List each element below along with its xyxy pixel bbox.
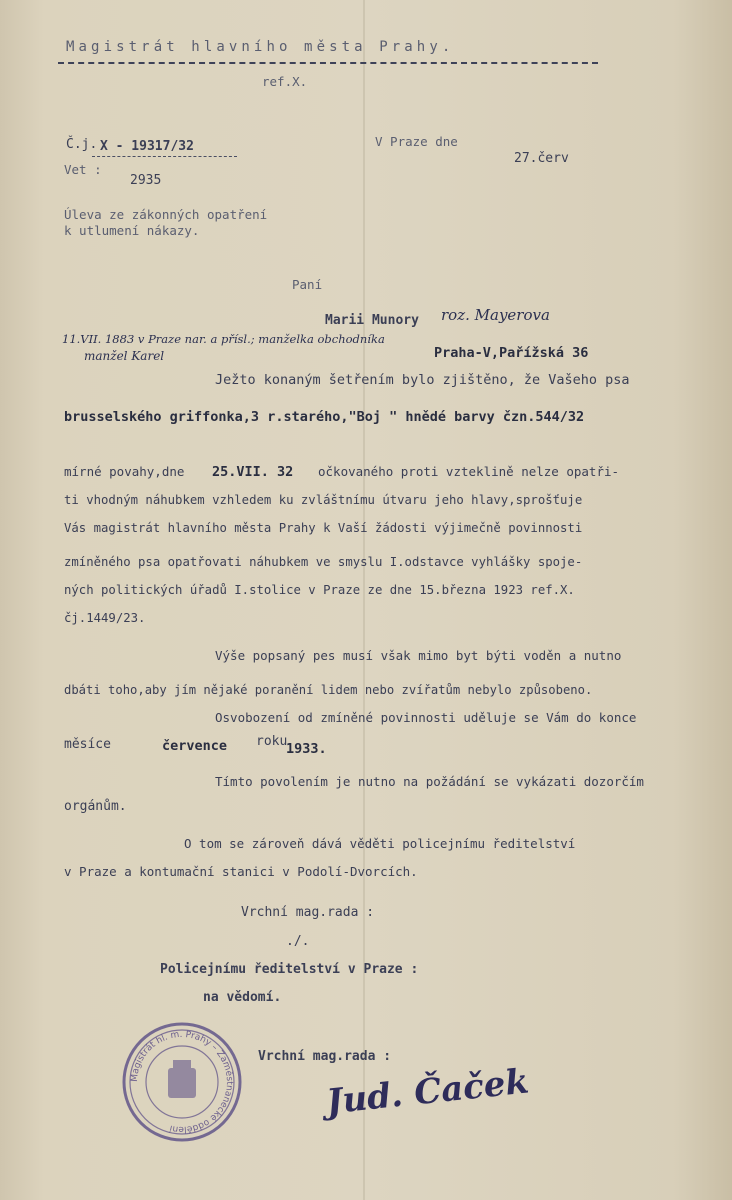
p1-line-4: ti vhodným náhubkem vzhledem ku zvláštnímu útvaru jeho hlavy,sprošťuje [64,493,583,507]
p3-year-value: 1933. [286,741,327,757]
p1-line-3a: mírné povahy,dne [64,464,185,479]
stamp-text: Magistrát hl. m. Prahy – Zaměstnanecké oddělení [129,1029,235,1135]
heading-underline [58,62,598,64]
p3-month-value: července [162,738,228,754]
p2-line-2: dbáti toho,aby jím nějaké poranění lidem nebo zvířatům nebylo způsobeno. [64,683,593,697]
p1-line-5: Vás magistrát hlavního města Prahy k Vaší žádosti výjimečně povinnosti [64,521,583,535]
address-street: Praha-V,Pařížská 36 [434,345,589,361]
place-date-label: V Praze dne [375,134,458,149]
salutation: Paní [292,277,323,292]
cc-note: na vědomí. [203,990,282,1005]
vaccination-date: 25.VII. 32 [212,464,294,480]
vet-label: Vet : [64,162,102,177]
vet-value: 2935 [130,173,162,188]
p1-line-2: brusselského griffonka,3 r.starého,"Boj " hnědé barvy čzn.544/32 [64,409,585,425]
addressee-name: Marii Munory [325,313,419,328]
handwritten-signature: Jud. Čaček [324,1061,531,1123]
p1-line-7: ných politických úřadů I.stolice v Praze ze dne 15.března 1923 ref.X. [64,583,575,597]
p3-month-label: měsíce [64,737,111,752]
office-heading: Magistrát hlavního města Prahy. [66,39,455,55]
fold-line [363,0,365,1200]
p1-line-1: Ježto konaným šetřením bylo zjištěno, že Vašeho psa [215,372,630,388]
sign-mark: ./. [286,934,310,949]
cj-value: X - 19317/32 [100,139,194,154]
signature-label: Vrchní mag.rada : [258,1049,392,1064]
p4-line-1: Tímto povolením je nutno na požádání se vykázati dozorčím [215,774,644,789]
sign-block-1: Vrchní mag.rada : [241,905,375,920]
handwritten-maiden-name: roz. Mayerova [441,306,550,324]
p2-line-1: Výše popsaný pes musí však mimo byt býti voděn a nutno [215,648,622,663]
subject-line-1: Úleva ze zákonných opatření [64,207,268,222]
handwritten-birth-note: 11.VII. 1883 v Praze nar. a přísl.; manželka obchodníka [62,332,385,346]
handwritten-husband-note: manžel Karel [84,349,165,363]
p5-line-2: v Praze a kontumační stanici v Podolí-Dvorcích. [64,864,418,879]
p5-line-1: O tom se zároveň dává věděti policejnímu ředitelství [184,836,576,851]
cj-underline [92,156,237,157]
official-stamp [118,1018,246,1146]
p1-line-6: zmíněného psa opatřovati náhubkem ve smyslu I.odstavce vyhlášky spoje- [64,555,583,569]
reference-label: ref.X. [262,74,308,89]
p3-year-label: roku [256,734,288,749]
p3-line-1: Osvobození od zmíněné povinnosti uděluje se Vám do konce [215,710,637,725]
p4-line-2: orgánům. [64,799,127,814]
cj-label: Č.j. [66,137,98,152]
subject-line-2: k utlumení nákazy. [64,223,200,238]
p1-line-8: čj.1449/23. [64,611,146,625]
cc-recipient: Policejnímu ředitelství v Praze : [160,962,419,977]
date-value: 27.červ [514,151,569,166]
p1-line-3c: očkovaného proti vzteklině nelze opatři- [318,464,620,479]
